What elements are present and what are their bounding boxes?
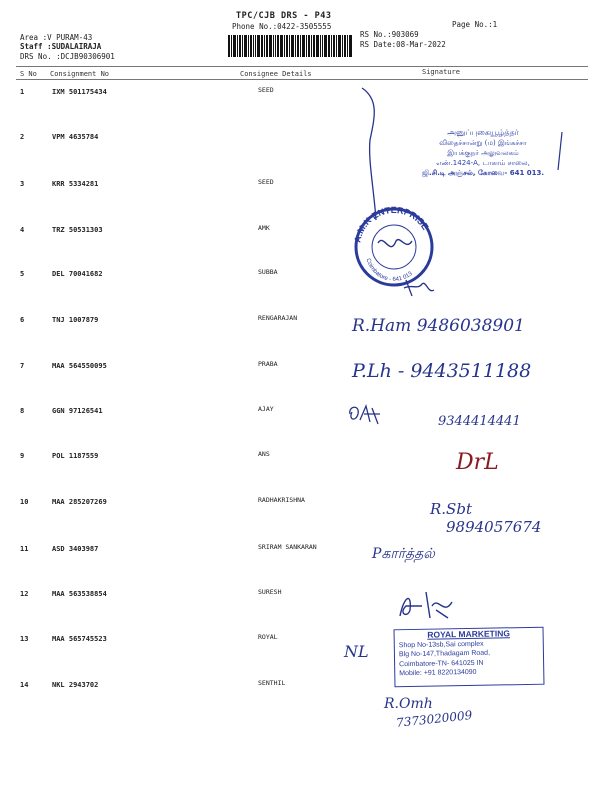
row-consignee: SRIRAM SANKARAN (258, 543, 317, 551)
royal-stamp-line-3: Coimbatore-TN- 641025 IN (399, 659, 484, 668)
row-consignment: TRZ 50531303 (52, 226, 103, 234)
handwriting-row-8: 9344414441 (438, 414, 521, 429)
column-consignment: Consignment No (50, 70, 110, 78)
handwriting-row-10-sign: R.Sbt (430, 500, 472, 518)
row-consignee: SEED (258, 178, 274, 186)
row-sno: 13 (20, 635, 29, 643)
row-consignment: VPM 4635784 (52, 133, 99, 141)
forwarder-stamp (398, 128, 568, 178)
row-consignee: RADHAKRISHNA (258, 496, 305, 504)
row-sno: 10 (20, 498, 29, 506)
drs-number: DRS No. :DCJB90306901 (20, 52, 115, 61)
row-consignment: ASD 3403987 (52, 545, 99, 553)
handwriting-row-6: R.Ham 9486038901 (352, 316, 525, 336)
row-sno: 14 (20, 681, 29, 689)
handwriting-row-13: NL (344, 642, 369, 661)
column-sno: S No (20, 70, 37, 78)
royal-stamp-title: ROYAL MARKETING (427, 628, 511, 640)
amk-seal-city: Coimbatore - 641 013 (364, 257, 414, 284)
forwarder-line-5: ஜி.சி.டி அஞ்சல், கோவை- 641 013. (421, 169, 545, 177)
row-consignment: MAA 564550095 (52, 362, 107, 370)
royal-marketing-stamp (394, 627, 545, 688)
staff-label: Staff : (20, 42, 52, 51)
rs-number: RS No.:903069 (360, 30, 419, 39)
row-consignee: ANS (258, 450, 270, 458)
row-consignee: AMK (258, 224, 270, 232)
row-sno: 7 (20, 362, 25, 370)
handwriting-row-14-number: 7373020009 (395, 708, 473, 730)
page-number: Page No.:1 (452, 20, 498, 29)
svg-text:A.M.K ENTERPRISE (352, 205, 430, 243)
column-consignee: Consignee Details (240, 70, 312, 78)
row-sno: 6 (20, 316, 25, 324)
row-sno: 5 (20, 270, 25, 278)
row-consignee: AJAY (258, 405, 274, 413)
row-consignee: RENGARAJAN (258, 314, 298, 322)
staff-name: SUDALAIRAJA (51, 42, 102, 51)
row-consignment: NKL 2943702 (52, 681, 99, 689)
row-consignee: SEED (258, 86, 274, 94)
row-consignment: GGN 97126541 (52, 407, 103, 415)
forwarder-line-3: இயக்குநர் அலுவலகம் (447, 149, 519, 157)
amk-seal-text: A.M.K ENTERPRISE (352, 205, 431, 244)
row-sno: 12 (20, 590, 29, 598)
column-signature: Signature (422, 68, 460, 76)
row-sno: 3 (20, 180, 25, 188)
forwarder-line-2: விதைச்சான்று (ம) இங்கச்சா (439, 139, 527, 147)
barcode-image (228, 35, 352, 57)
handwriting-row-7: P.Lh - 9443511188 (352, 360, 532, 382)
row-sno: 9 (20, 452, 25, 460)
royal-stamp-line-2: Blg No-147,Thadagam Road, (398, 649, 491, 659)
row-consignee: ROYAL (258, 633, 278, 641)
pen-stroke (552, 130, 572, 174)
phone-number: Phone No.:0422-3505555 (232, 22, 332, 31)
handwriting-row-14-sign: R.Omh (384, 696, 433, 712)
header-top-rule (16, 66, 588, 67)
area-label: Area :V PURAM-43 (20, 33, 93, 42)
row-consignee: PRABA (258, 360, 278, 368)
row-consignee: SURESH (258, 588, 282, 596)
header-bottom-rule (16, 79, 588, 80)
row-sno: 2 (20, 133, 25, 141)
royal-stamp-line-4: Mobile: +91 8220134090 (399, 668, 477, 678)
row-consignment: IXM 501175434 (52, 88, 107, 96)
row-sno: 4 (20, 226, 25, 234)
signature-row-8 (346, 402, 386, 428)
row-consignment: KRR 5334281 (52, 180, 99, 188)
row-sno: 1 (20, 88, 25, 96)
amk-seal (350, 205, 438, 287)
row-consignment: MAA 285207269 (52, 498, 107, 506)
handwriting-row-10-phone: 9894057674 (446, 518, 542, 536)
forwarder-line-4: எண்.1424-A, டாகாம் சாலை, (436, 159, 530, 167)
document-title: TPC/CJB DRS - P43 (236, 11, 332, 21)
signature-row-5 (402, 276, 438, 300)
royal-stamp-line-1: Shop No-13sb,Sai complex (398, 640, 484, 649)
row-consignment: TNJ 1007879 (52, 316, 99, 324)
handwriting-row-11: Pகார்த்தல் (372, 546, 435, 562)
row-consignment: MAA 565745523 (52, 635, 107, 643)
row-consignee: SUBBA (258, 268, 278, 276)
rs-date: RS Date:08-Mar-2022 (360, 40, 446, 49)
row-sno: 8 (20, 407, 25, 415)
row-consignee: SENTHIL (258, 679, 286, 687)
row-sno: 11 (20, 545, 29, 553)
forwarder-line-1: அனுப்புகையூழ்த்தர் (447, 128, 519, 137)
row-consignment: DEL 70041682 (52, 270, 103, 278)
handwriting-row-9: DrL (456, 450, 499, 475)
row-consignment: POL 1187559 (52, 452, 99, 460)
staff-line (20, 42, 101, 51)
row-consignment: MAA 563538854 (52, 590, 107, 598)
signature-row-12 (392, 588, 462, 624)
